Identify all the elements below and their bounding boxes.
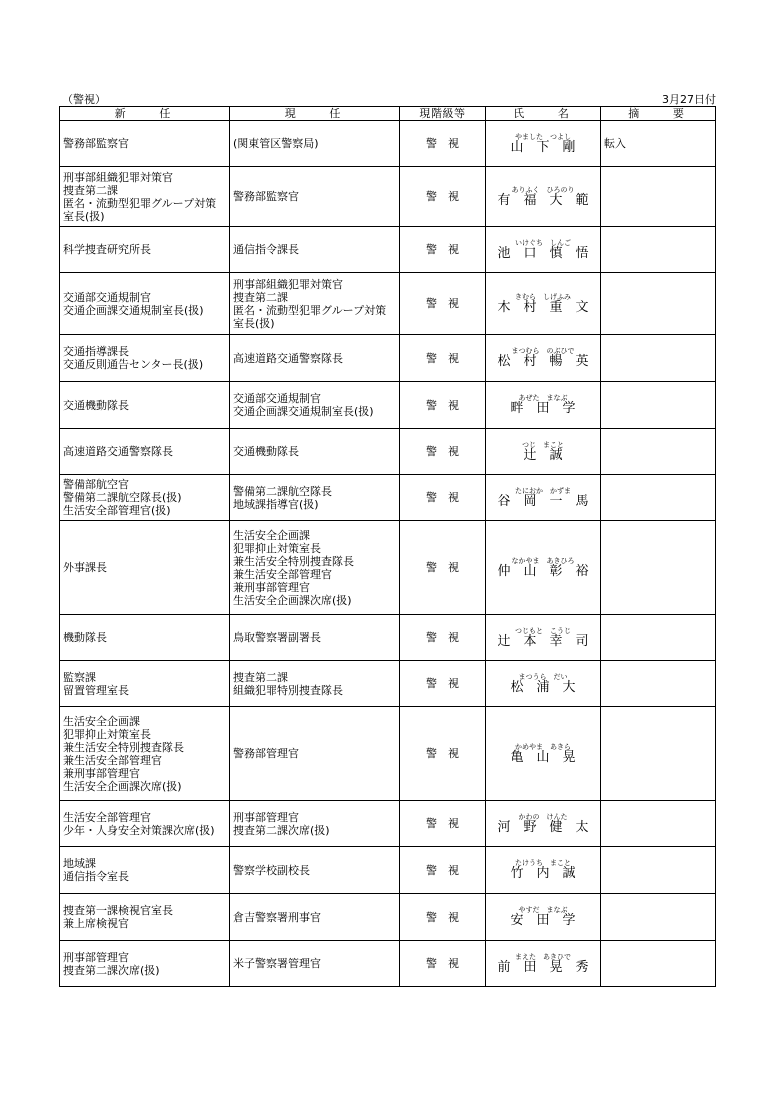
- person-name: 山 下 剛: [510, 139, 576, 155]
- name-reading: まつうら だい: [518, 672, 568, 681]
- new-post-cell: 捜査第一課検視官室長 兼上席検視官: [60, 894, 230, 941]
- table-row: [60, 894, 716, 941]
- name-cell: [486, 167, 601, 227]
- table-row: [60, 801, 716, 847]
- name-cell: [486, 941, 601, 987]
- current-post-cell: 通信指令課長: [230, 227, 400, 273]
- name-reading: いけぐち しんご: [515, 238, 571, 247]
- rank-cell: 警 視: [400, 847, 486, 894]
- table-row: [60, 382, 716, 429]
- remarks-cell: [601, 707, 716, 801]
- new-post-cell: 警務部監察官: [60, 121, 230, 167]
- new-post-cell: 生活安全企画課 犯罪抑止対策室長 兼生活安全特別捜査隊長 兼生活安全部管理官 兼刑事部管理官 生活安全企画課次席(扱): [60, 707, 230, 801]
- current-post-cell: 倉吉警察署刑事官: [230, 894, 400, 941]
- table-row: [60, 475, 716, 521]
- new-post-cell: 外事課長: [60, 521, 230, 615]
- name-reading: かめやま あきら: [515, 742, 571, 751]
- current-post-cell: 米子警察署管理官: [230, 941, 400, 987]
- new-post-cell: 交通指導課長 交通反則通告センター長(扱): [60, 335, 230, 382]
- new-post-cell: 交通機動隊長: [60, 382, 230, 429]
- new-post-cell: 交通部交通規制官 交通企画課交通規制室長(扱): [60, 273, 230, 335]
- current-post-cell: 交通機動隊長: [230, 429, 400, 475]
- remarks-cell: [601, 382, 716, 429]
- remarks-cell: [601, 801, 716, 847]
- current-post-cell: 刑事部組織犯罪対策官 捜査第二課 匿名・流動型犯罪グループ対策 室長(扱): [230, 273, 400, 335]
- rank-cell: 警 視: [400, 941, 486, 987]
- header-rank: 現階級等: [400, 107, 486, 121]
- name-cell: [486, 661, 601, 707]
- person-name: 辻 誠: [523, 447, 563, 463]
- table-row: [60, 941, 716, 987]
- personnel-table: [59, 106, 716, 987]
- person-name: 松 村 暢 英: [497, 354, 589, 369]
- table-row: [60, 121, 716, 167]
- name-reading: つじもと こうじ: [515, 626, 571, 635]
- new-post-cell: 高速道路交通警察隊長: [60, 429, 230, 475]
- person-name: 辻 本 幸 司: [497, 633, 589, 649]
- table-row: [60, 273, 716, 335]
- name-reading: たけうち まこと: [515, 859, 571, 867]
- name-reading: あぜた まなぶ: [518, 394, 568, 402]
- remarks-cell: [601, 615, 716, 661]
- name-cell: [486, 429, 601, 475]
- effective-date: 3月27日付: [662, 93, 716, 106]
- table-row: [60, 661, 716, 707]
- person-name: 前 田 晃 秀: [497, 959, 589, 975]
- table-row: [60, 615, 716, 661]
- new-post-cell: 地域課 通信指令室長: [60, 847, 230, 894]
- rank-cell: 警 視: [400, 707, 486, 801]
- table-row: [60, 167, 716, 227]
- section-label: （警視）: [62, 93, 106, 106]
- person-name: 木 村 重 文: [497, 299, 589, 315]
- rank-cell: 警 視: [400, 801, 486, 847]
- person-name: 池 口 慎 悟: [497, 245, 589, 261]
- name-reading: ありふく ひろのり: [511, 185, 575, 194]
- name-cell: [486, 801, 601, 847]
- remarks-cell: [601, 521, 716, 615]
- rank-cell: 警 視: [400, 121, 486, 167]
- new-post-cell: 刑事部組織犯罪対策官 捜査第二課 匿名・流動型犯罪グループ対策 室長(扱): [60, 167, 230, 227]
- person-name: 亀 山 晃: [510, 749, 576, 765]
- remarks-cell: [601, 429, 716, 475]
- current-post-cell: 警備第二課航空隊長 地域課指導官(扱): [230, 475, 400, 521]
- name-reading: なかやま あきひろ: [511, 556, 575, 565]
- remarks-cell: 転入: [601, 121, 716, 167]
- header-new-post: 新 任: [60, 107, 230, 121]
- person-name: 安 田 学: [510, 913, 576, 928]
- name-cell: [486, 847, 601, 894]
- name-cell: [486, 707, 601, 801]
- new-post-cell: 生活安全部管理官 少年・人身安全対策課次席(扱): [60, 801, 230, 847]
- name-reading: つじ まこと: [522, 440, 564, 449]
- table-row: [60, 335, 716, 382]
- table-row: [60, 521, 716, 615]
- person-name: 松 浦 大: [510, 679, 576, 695]
- person-name: 畔 田 学: [510, 401, 576, 416]
- remarks-cell: [601, 941, 716, 987]
- name-reading: かわの けんた: [518, 812, 568, 821]
- name-cell: [486, 475, 601, 521]
- new-post-cell: 警備部航空官 警備第二課航空隊長(扱) 生活安全部管理官(扱): [60, 475, 230, 521]
- rank-cell: 警 視: [400, 521, 486, 615]
- remarks-cell: [601, 475, 716, 521]
- remarks-cell: [601, 661, 716, 707]
- header-name: 氏 名: [486, 107, 601, 121]
- remarks-cell: [601, 335, 716, 382]
- person-name: 河 野 健 太: [497, 819, 589, 835]
- rank-cell: 警 視: [400, 167, 486, 227]
- rank-cell: 警 視: [400, 382, 486, 429]
- name-cell: [486, 894, 601, 941]
- name-cell: [486, 121, 601, 167]
- header-remarks: 摘 要: [601, 107, 716, 121]
- new-post-cell: 監察課 留置管理室長: [60, 661, 230, 707]
- new-post-cell: 刑事部管理官 捜査第二課次席(扱): [60, 941, 230, 987]
- name-cell: [486, 273, 601, 335]
- rank-cell: 警 視: [400, 475, 486, 521]
- new-post-cell: 科学捜査研究所長: [60, 227, 230, 273]
- table-row: [60, 227, 716, 273]
- table-row: [60, 429, 716, 475]
- name-reading: まえた あきひで: [515, 952, 571, 961]
- name-cell: [486, 521, 601, 615]
- rank-cell: 警 視: [400, 615, 486, 661]
- rank-cell: 警 視: [400, 661, 486, 707]
- name-cell: [486, 615, 601, 661]
- rank-cell: 警 視: [400, 429, 486, 475]
- remarks-cell: [601, 273, 716, 335]
- remarks-cell: [601, 894, 716, 941]
- name-reading: たにおか かずま: [515, 486, 571, 495]
- person-name: 有 福 大 範: [497, 192, 589, 208]
- rank-cell: 警 視: [400, 894, 486, 941]
- rank-cell: 警 視: [400, 273, 486, 335]
- remarks-cell: [601, 847, 716, 894]
- name-reading: きむら しげふみ: [515, 292, 571, 301]
- name-cell: [486, 335, 601, 382]
- current-post-cell: 高速道路交通警察隊長: [230, 335, 400, 382]
- name-cell: [486, 382, 601, 429]
- rank-cell: 警 視: [400, 335, 486, 382]
- new-post-cell: 機動隊長: [60, 615, 230, 661]
- current-post-cell: 警察学校副校長: [230, 847, 400, 894]
- current-post-cell: 警務部監察官: [230, 167, 400, 227]
- header-current-post: 現 任: [230, 107, 400, 121]
- table-row: [60, 707, 716, 801]
- current-post-cell: 捜査第二課 組織犯罪特別捜査隊長: [230, 661, 400, 707]
- name-reading: やすだ まなぶ: [518, 906, 568, 914]
- current-post-cell: 交通部交通規制官 交通企画課交通規制室長(扱): [230, 382, 400, 429]
- current-post-cell: 生活安全企画課 犯罪抑止対策室長 兼生活安全特別捜査隊長 兼生活安全部管理官 兼刑事部管理官 生活安全企画課次席(扱): [230, 521, 400, 615]
- name-reading: やました つよし: [515, 132, 571, 141]
- person-name: 谷 岡 一 馬: [497, 493, 589, 509]
- current-post-cell: (関東管区警察局): [230, 121, 400, 167]
- current-post-cell: 警務部管理官: [230, 707, 400, 801]
- current-post-cell: 刑事部管理官 捜査第二課次席(扱): [230, 801, 400, 847]
- name-reading: まつむら のぶひで: [511, 347, 575, 355]
- person-name: 仲 山 彰 裕: [497, 563, 589, 579]
- table-row: [60, 847, 716, 894]
- remarks-cell: [601, 167, 716, 227]
- header-row: [60, 107, 716, 121]
- person-name: 竹 内 誠: [510, 866, 576, 881]
- current-post-cell: 鳥取警察署副署長: [230, 615, 400, 661]
- name-cell: [486, 227, 601, 273]
- remarks-cell: [601, 227, 716, 273]
- rank-cell: 警 視: [400, 227, 486, 273]
